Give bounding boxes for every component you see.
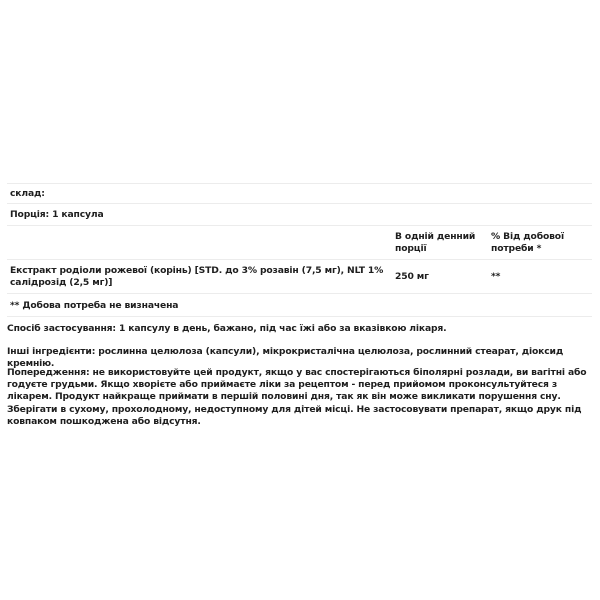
footnote: ** Добова потреба не визначена [10, 299, 179, 311]
warning-text: Попередження: не використовуйте цей продукт, якщо у вас спостерігаються біполярні розлади, ви вагітні або годуєте грудьми. Якщо хворієте або приймаєте ліки за рецептом - перед прийомом проконсультуйтеся з лікарем. Продукт найкраще приймати в першій половині дня, так як він може викликати порушення сну. Зберігати в сухому, прохолодному, недоступному для дітей місці. Не застосовувати препарат, якщо друк під ковпаком пошкоджена або відсутня. [7, 367, 587, 427]
header-amount: В одній денний порції [395, 230, 476, 254]
footnote-row [7, 293, 592, 317]
usage-text: Спосіб застосування: 1 капсулу в день, бажано, під час їжі або за вказівкою лікаря. [7, 323, 447, 334]
ingredient-amount: 250 мг [395, 270, 429, 282]
serving-size: Порція: 1 капсула [10, 209, 104, 220]
composition-title-row [7, 183, 592, 203]
table-row [7, 259, 592, 293]
ingredient-daily-value: ** [491, 270, 501, 282]
other-ingredients-text: Інші інгредієнти: рослинна целюлоза (капсули), мікрокристалічна целюлоза, рослинний стеарат, діоксид кремнію. [7, 346, 564, 370]
serving-row [7, 203, 592, 225]
table-header-row [7, 225, 592, 259]
composition-table [7, 183, 592, 317]
composition-title: склад: [10, 188, 45, 199]
ingredient-name: Екстракт родіоли рожевої (корінь) [STD. до 3% розавін (7,5 мг), NLT 1% салідрозід (2,5 мг)] [10, 264, 384, 288]
header-daily-value: % Від добової потреби * [491, 230, 564, 254]
